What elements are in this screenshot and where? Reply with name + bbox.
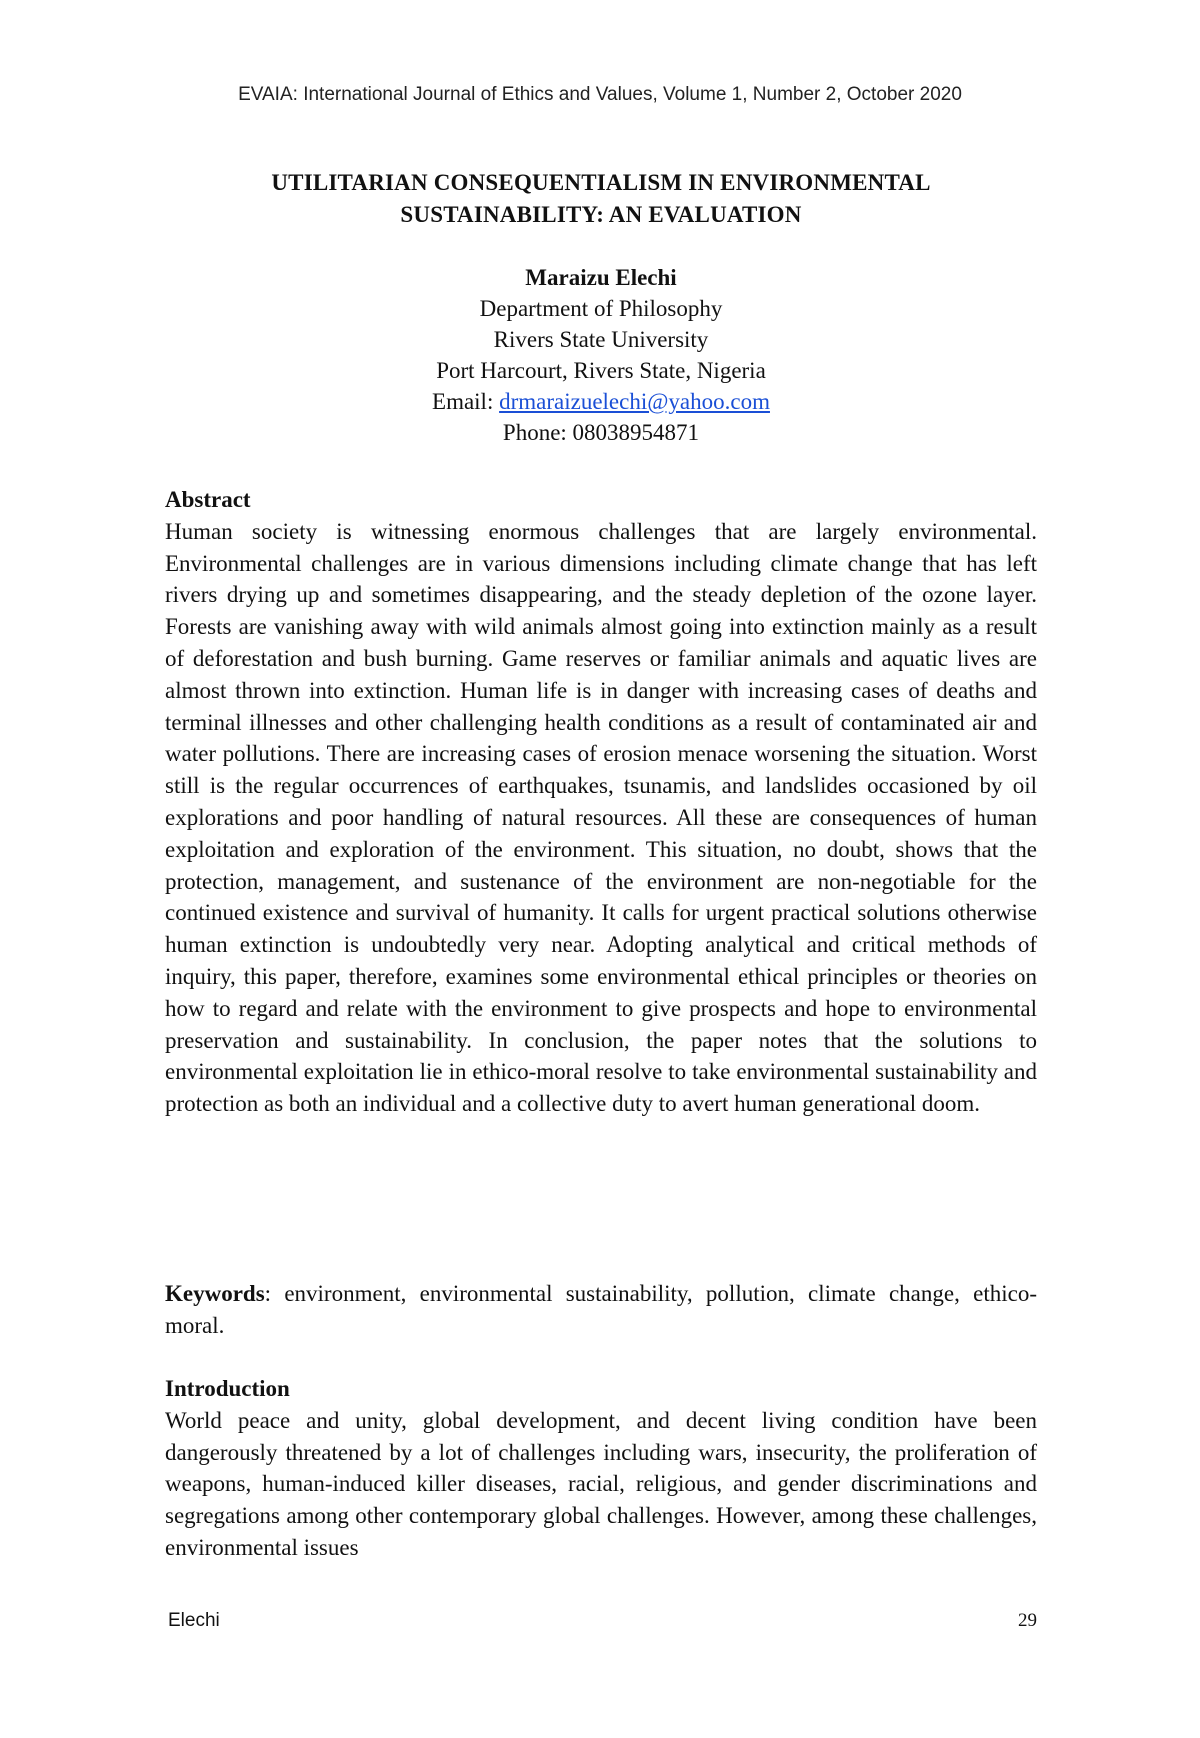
title-line-2: SUSTAINABILITY: AN EVALUATION — [400, 202, 802, 227]
paper-title — [165, 167, 1037, 231]
keywords-section — [165, 1278, 1037, 1342]
author-university: Rivers State University — [493, 327, 709, 352]
introduction-text: World peace and unity, global development, and decent living condition have been dangerously threatened by a lot of challenges including wars, insecurity, the proliferation of weapons, human-induced killer diseases, racial, religious, and gender discriminations and segregations among other contemporary global challenges. However, among these challenges, environmental issues — [165, 1407, 1037, 1560]
page-number: 29 — [1018, 1610, 1037, 1631]
author-email-line — [165, 386, 1037, 417]
running-head: EVAIA: International Journal of Ethics and Values, Volume 1, Number 2, October 2020 — [238, 84, 962, 105]
keywords-text: : environment, environmental sustainability, pollution, climate change, ethico-moral. — [165, 1281, 1037, 1338]
introduction-section — [165, 1373, 1037, 1564]
email-link[interactable]: drmaraizuelechi@yahoo.com — [499, 389, 770, 414]
page-footer — [168, 1610, 1037, 1632]
author-location: Port Harcourt, Rivers State, Nigeria — [436, 358, 766, 383]
keywords-paragraph — [165, 1278, 1037, 1342]
title-line-1: UTILITARIAN CONSEQUENTIALISM IN ENVIRONMENTAL — [271, 170, 931, 195]
abstract-heading: Abstract — [165, 487, 251, 512]
author-block — [165, 262, 1037, 448]
author-name: Maraizu Elechi — [525, 265, 677, 290]
abstract-section — [165, 484, 1037, 1120]
email-label: Email: — [432, 389, 500, 414]
introduction-heading: Introduction — [165, 1376, 290, 1401]
keywords-label: Keywords — [165, 1281, 265, 1306]
footer-author: Elechi — [168, 1610, 220, 1631]
author-department: Department of Philosophy — [479, 296, 723, 321]
author-phone: Phone: 08038954871 — [502, 420, 700, 445]
abstract-text: Human society is witnessing enormous challenges that are largely environmental. Environmental challenges are in various dimensions including climate change that has left rivers drying up and sometimes disappearing, and the steady depletion of the ozone layer. Forests are vanishing away with wild animals almost going into extinction mainly as a result of deforestation and bush burning. Game reserves or familiar animals and aquatic lives are almost thrown into extinction. Human life is in danger with increasing cases of deaths and terminal illnesses and other challenging health conditions as a result of contaminated air and water pollutions. There are increasing cases of erosion menace worsening the situation. Worst still is the regular occurrences of earthquakes, tsunamis, and landslides occasioned by oil explorations and poor handling of natural resources. All these are consequences of human exploitation and exploration of the environment. This situation, no doubt, shows that the protection, management, and sustenance of the environment are non-negotiable for the continued existence and survival of humanity. It calls for urgent practical solutions otherwise human extinction is undoubtedly very near. Adopting analytical and critical methods of inquiry, this paper, therefore, examines some environmental ethical principles or theories on how to regard and relate with the environment to give prospects and hope to environmental preservation and sustainability. In conclusion, the paper notes that the solutions to environmental exploitation lie in ethico-moral resolve to take environmental sustainability and protection as both an individual and a collective duty to avert human generational doom. — [165, 518, 1037, 1117]
